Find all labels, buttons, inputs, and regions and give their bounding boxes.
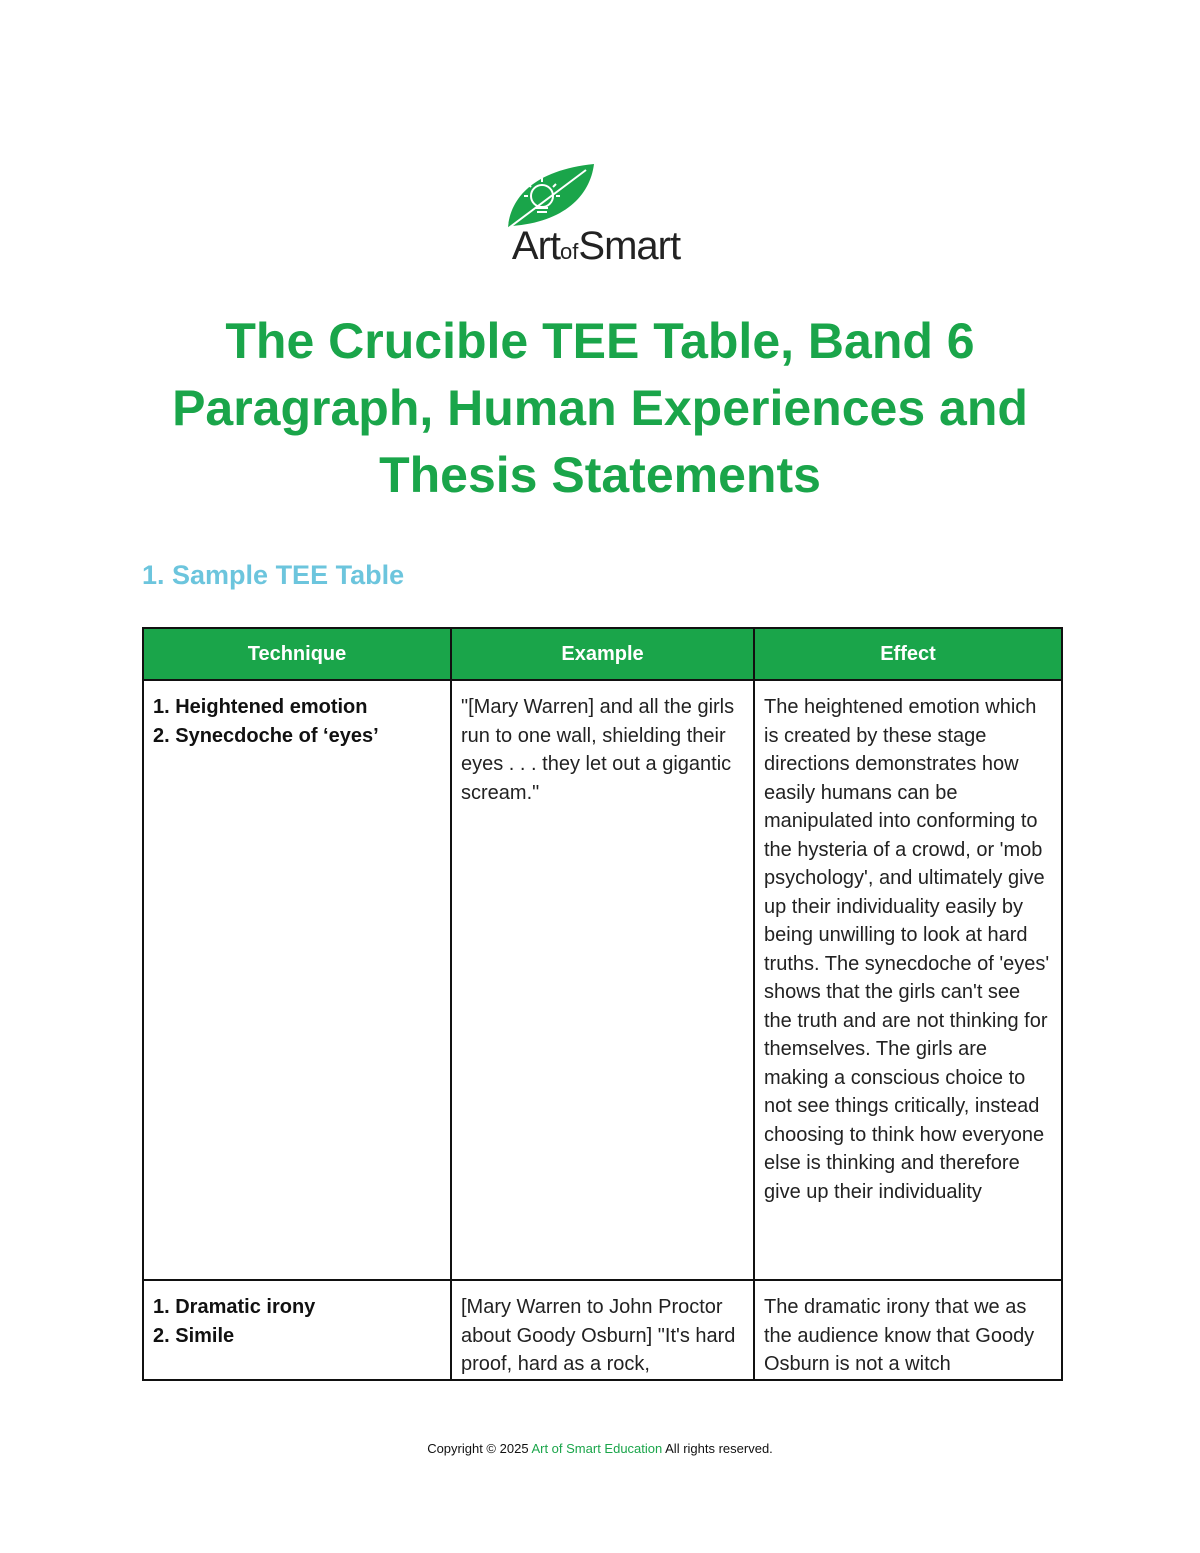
example-cell: [Mary Warren to John Proctor about Goody Osburn] "It's hard proof, hard as a rock,: [451, 1280, 754, 1380]
technique-cell: [143, 1280, 451, 1380]
title-line-1: The Crucible TEE Table, Band 6: [225, 313, 975, 369]
table-row: [143, 1280, 1062, 1380]
technique-cell: [143, 680, 451, 1280]
technique-item: 1. Heightened emotion: [153, 696, 368, 718]
title-line-3: Thesis Statements: [379, 447, 821, 503]
leaf-lightbulb-icon: [502, 160, 598, 232]
header-effect: Effect: [754, 628, 1062, 680]
table-row: [143, 680, 1062, 1280]
footer-copyright: Copyright © 2025: [427, 1441, 529, 1456]
technique-item: 1. Dramatic irony: [153, 1296, 316, 1318]
effect-cell: The heightened emotion which is created by these stage directions demonstrates how easily humans can be manipulated into conforming to the hysteria of a crowd, or 'mob psychology', and ultimately give up their individuality easily by being unwilling to look at hard truths. The synecdoche of 'eyes' shows that the girls can't see the truth and are not thinking for themselves. The girls are making a conscious choice to not see things critically, instead choosing to think how everyone else is thinking and therefore give up their individuality: [754, 680, 1062, 1280]
footer-brand-link[interactable]: Art of Smart Education: [531, 1441, 663, 1456]
effect-cell: The dramatic irony that we as the audience know that Goody Osburn is not a witch: [754, 1280, 1062, 1380]
example-cell: "[Mary Warren] and all the girls run to one wall, shielding their eyes . . . they let out a gigantic scream.": [451, 680, 754, 1280]
section-heading: 1. Sample TEE Table: [142, 560, 405, 590]
brand-logo: [496, 160, 696, 272]
footer-rights: All rights reserved.: [665, 1441, 773, 1456]
page-title: [100, 308, 1100, 509]
technique-item: 2. Synecdoche of ‘eyes’: [153, 724, 379, 747]
header-technique: Technique: [143, 628, 451, 680]
tee-table: [142, 627, 1063, 1381]
table-header-row: [143, 628, 1062, 680]
technique-item: 2. Simile: [153, 1324, 235, 1347]
header-example: Example: [451, 628, 754, 680]
title-line-2: Paragraph, Human Experiences and: [172, 380, 1028, 436]
footer: [0, 1441, 1200, 1456]
brand-wordmark: ArtofSmart: [511, 224, 681, 268]
